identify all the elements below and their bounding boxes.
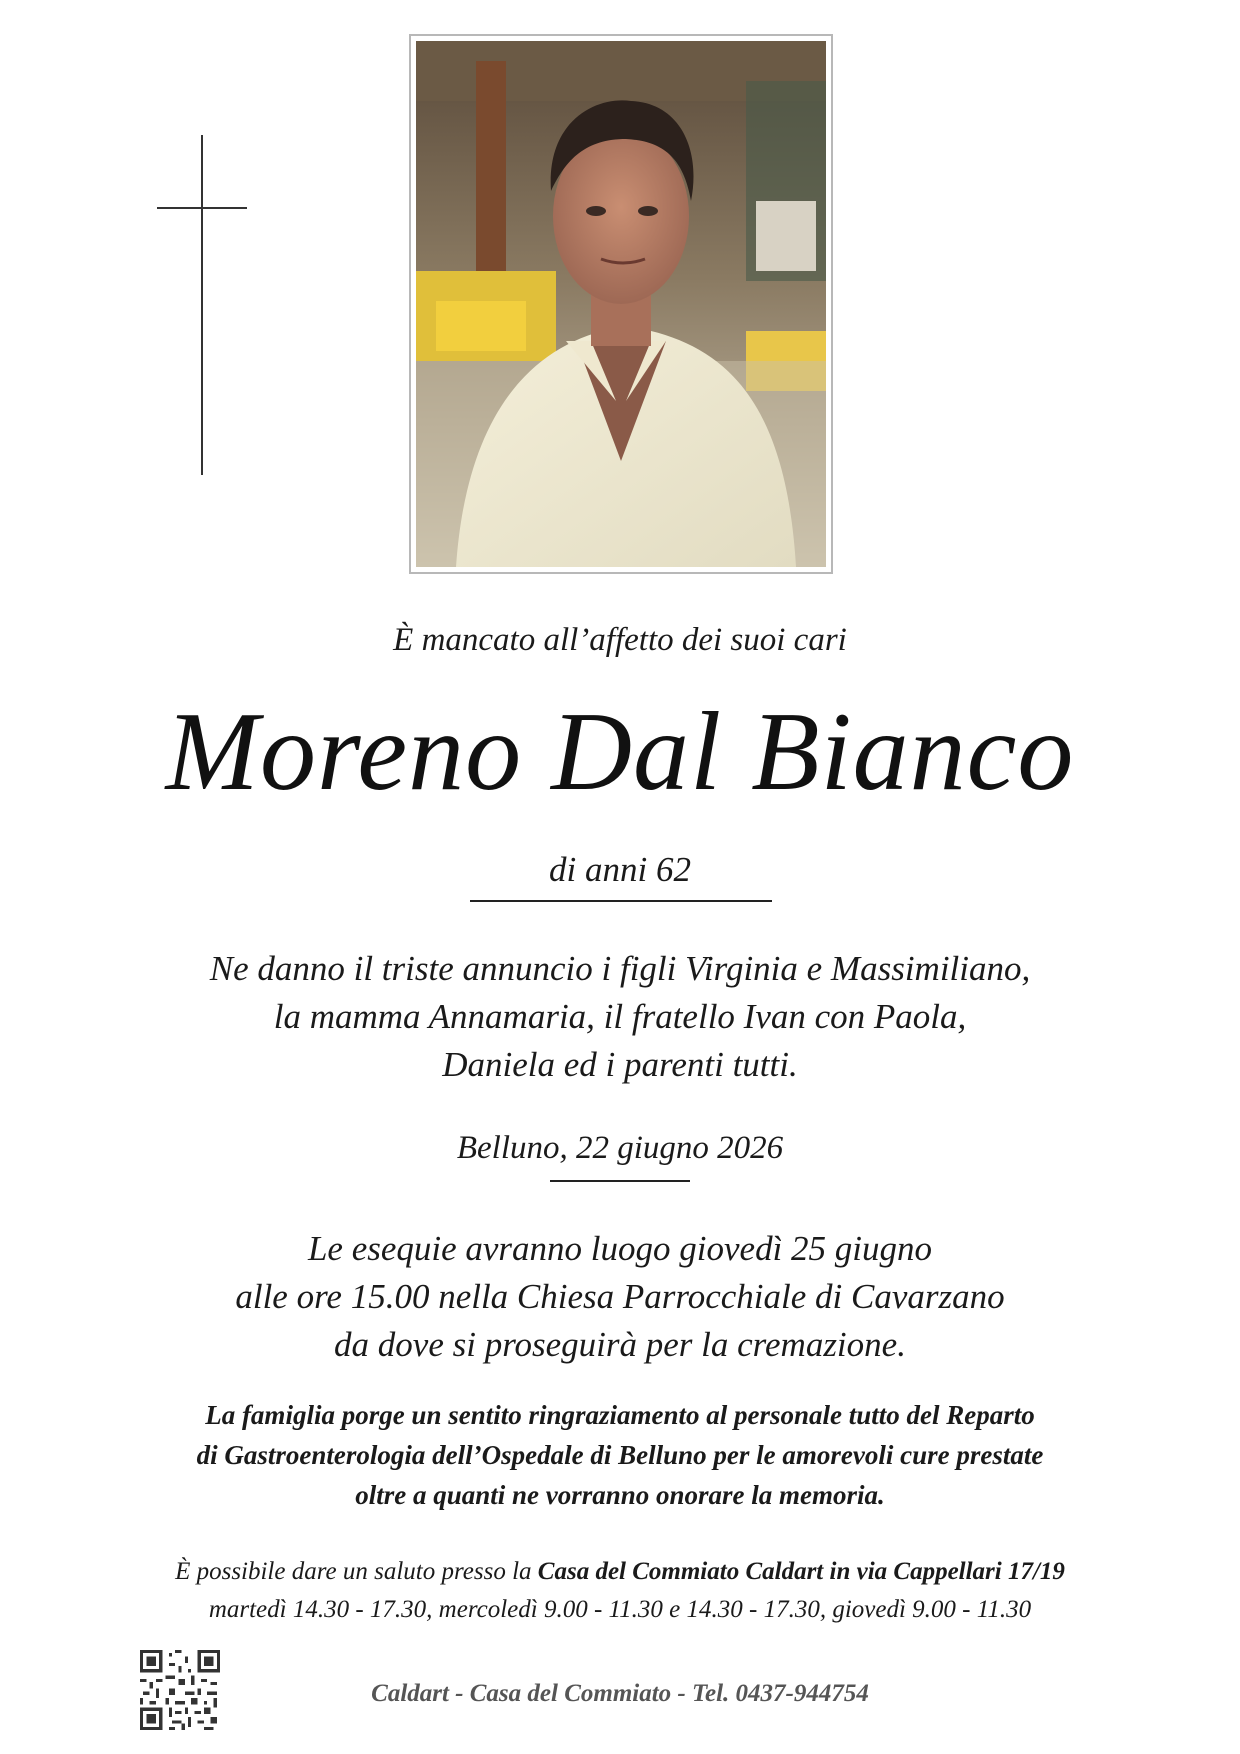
age-text: di anni 62 bbox=[549, 850, 691, 889]
portrait-image bbox=[416, 41, 826, 567]
portrait-photo bbox=[409, 34, 833, 574]
announcement-line: Ne danno il triste annuncio i figli Virginia e Massimiliano, bbox=[209, 949, 1031, 988]
visit-info bbox=[0, 1553, 1240, 1629]
footer-contact: Caldart - Casa del Commiato - Tel. 0437-944754 bbox=[371, 1680, 869, 1707]
thanks-line: di Gastroenterologia dell’Ospedale di Belluno per le amorevoli cure prestate bbox=[196, 1440, 1044, 1470]
cross-icon bbox=[157, 135, 247, 475]
funeral-info bbox=[0, 1225, 1240, 1369]
visit-place: Casa del Commiato Caldart in via Cappellari 17/19 bbox=[537, 1558, 1065, 1585]
funeral-line: da dove si proseguirà per la cremazione. bbox=[334, 1325, 906, 1364]
announcement-line: la mamma Annamaria, il fratello Ivan con Paola, bbox=[273, 997, 967, 1036]
funeral-line: alle ore 15.00 nella Chiesa Parrocchiale di Cavarzano bbox=[235, 1277, 1005, 1316]
announcement-line: Daniela ed i parenti tutti. bbox=[442, 1045, 798, 1084]
intro-text: È mancato all’affetto dei suoi cari bbox=[393, 622, 847, 658]
deceased-name: Moreno Dal Bianco bbox=[165, 690, 1075, 814]
visit-location-line bbox=[0, 1553, 1240, 1591]
visit-prefix: È possibile dare un saluto presso la bbox=[175, 1558, 538, 1585]
funeral-line: Le esequie avranno luogo giovedì 25 giugno bbox=[307, 1229, 933, 1268]
thanks-line: La famiglia porge un sentito ringraziamento al personale tutto del Reparto bbox=[205, 1400, 1035, 1430]
age-underline bbox=[470, 900, 772, 902]
announcement bbox=[0, 945, 1240, 1089]
thanks-note bbox=[0, 1395, 1240, 1515]
place-date: Belluno, 22 giugno 2026 bbox=[456, 1130, 784, 1166]
date-underline bbox=[550, 1180, 690, 1182]
thanks-line: oltre a quanti ne vorranno onorare la memoria. bbox=[355, 1480, 885, 1510]
visit-hours: martedì 14.30 - 17.30, mercoledì 9.00 - 11.30 e 14.30 - 17.30, giovedì 9.00 - 11.30 bbox=[208, 1596, 1032, 1623]
